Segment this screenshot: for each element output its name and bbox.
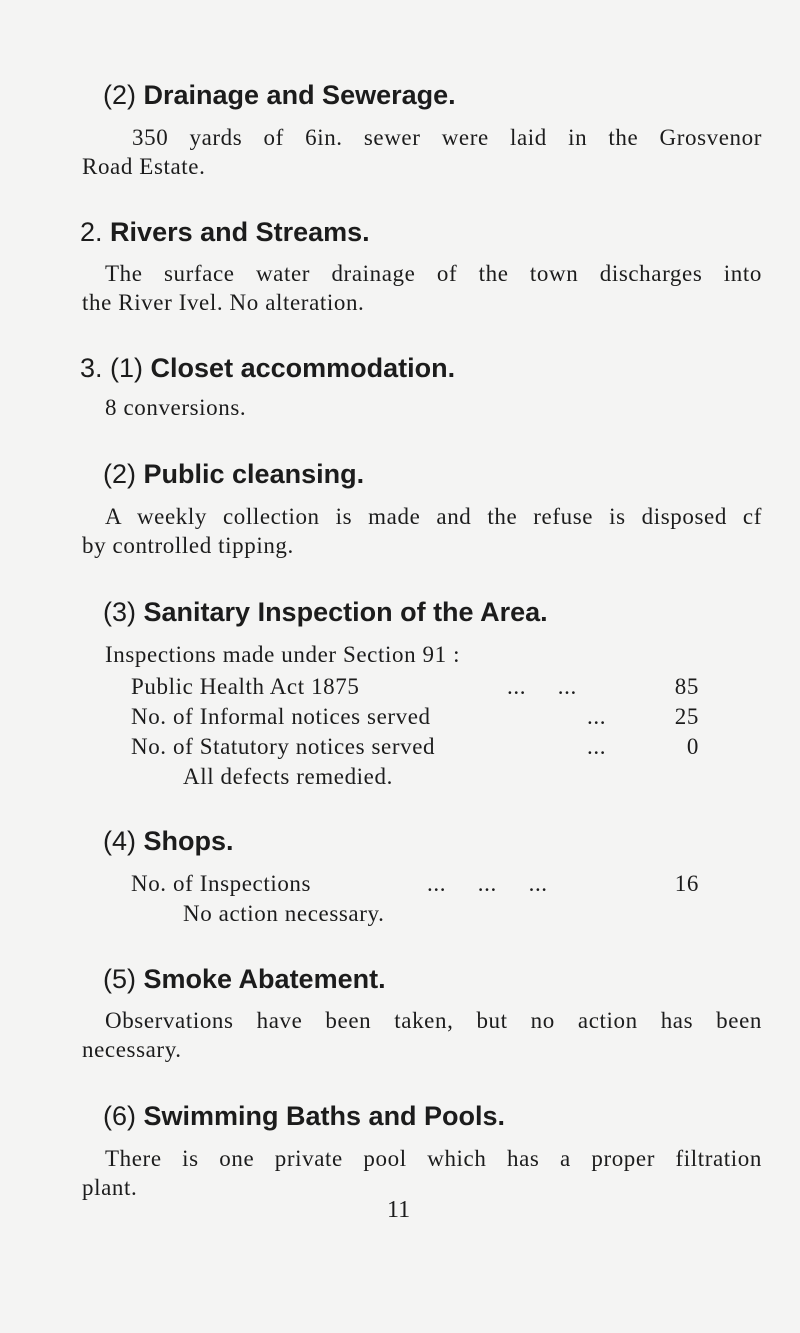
closet-line-1: 8 conversions. <box>105 395 247 420</box>
heading-number: 3. (1) <box>80 353 144 383</box>
rivers-line-2: the River Ivel. No alteration. <box>82 290 365 315</box>
page-number: 11 <box>387 1197 411 1223</box>
drainage-line-1: 350 yards of 6in. sewer were laid in the Grosvenor <box>132 125 762 150</box>
heading-swimming <box>103 1101 505 1132</box>
heading-number: (3) <box>103 597 136 627</box>
sanitary-row <box>131 734 711 760</box>
sanitary-row <box>131 704 711 730</box>
row-leader-dots: ... <box>587 704 607 729</box>
row-label: No. of Statutory notices served <box>131 734 436 759</box>
row-value: 25 <box>674 704 699 729</box>
row-leader-dots: ... ... <box>507 674 577 699</box>
sanitary-row <box>131 674 711 700</box>
row-leader-dots: ... ... ... <box>427 871 548 896</box>
swimming-line-2: plant. <box>82 1175 138 1200</box>
heading-smoke <box>103 964 386 995</box>
cleansing-line-1: A weekly collection is made and the refuse is disposed cf <box>105 504 762 529</box>
sanitary-note: All defects remedied. <box>183 764 393 789</box>
row-label: Public Health Act 1875 <box>131 674 360 699</box>
heading-text: Shops. <box>143 826 234 856</box>
heading-text: Swimming Baths and Pools. <box>143 1101 506 1131</box>
row-value: 16 <box>674 871 699 896</box>
heading-number: (6) <box>103 1101 136 1131</box>
heading-number: (5) <box>103 964 136 994</box>
heading-rivers <box>80 217 370 248</box>
row-leader-dots: ... <box>587 734 607 759</box>
swimming-line-1: There is one private pool which has a proper filtration <box>105 1146 762 1171</box>
drainage-line-2: Road Estate. <box>82 154 206 179</box>
smoke-line-1: Observations have been taken, but no action has been <box>105 1008 762 1033</box>
heading-number: 2. <box>80 217 103 247</box>
heading-closet <box>80 353 455 384</box>
rivers-line-1: The surface water drainage of the town discharges into <box>105 261 762 286</box>
cleansing-line-2: by controlled tipping. <box>82 533 294 558</box>
heading-drainage <box>103 80 456 111</box>
heading-cleansing <box>103 459 364 490</box>
sanitary-intro: Inspections made under Section 91 : <box>105 642 461 667</box>
row-value: 0 <box>686 734 699 759</box>
smoke-line-2: necessary. <box>82 1037 182 1062</box>
row-label: No. of Informal notices served <box>131 704 431 729</box>
heading-text: Smoke Abatement. <box>143 964 386 994</box>
heading-number: (2) <box>103 459 136 489</box>
heading-text: Public cleansing. <box>143 459 365 489</box>
row-label: No. of Inspections <box>131 871 312 896</box>
heading-number: (4) <box>103 826 136 856</box>
row-value: 85 <box>674 674 699 699</box>
heading-number: (2) <box>103 80 136 110</box>
heading-text: Drainage and Sewerage. <box>143 80 456 110</box>
shops-note: No action necessary. <box>183 901 385 926</box>
shops-row <box>131 871 711 897</box>
heading-sanitary <box>103 597 548 628</box>
heading-shops <box>103 826 234 857</box>
heading-text: Rivers and Streams. <box>110 217 370 247</box>
heading-text: Sanitary Inspection of the Area. <box>143 597 548 627</box>
heading-text: Closet accommodation. <box>150 353 456 383</box>
